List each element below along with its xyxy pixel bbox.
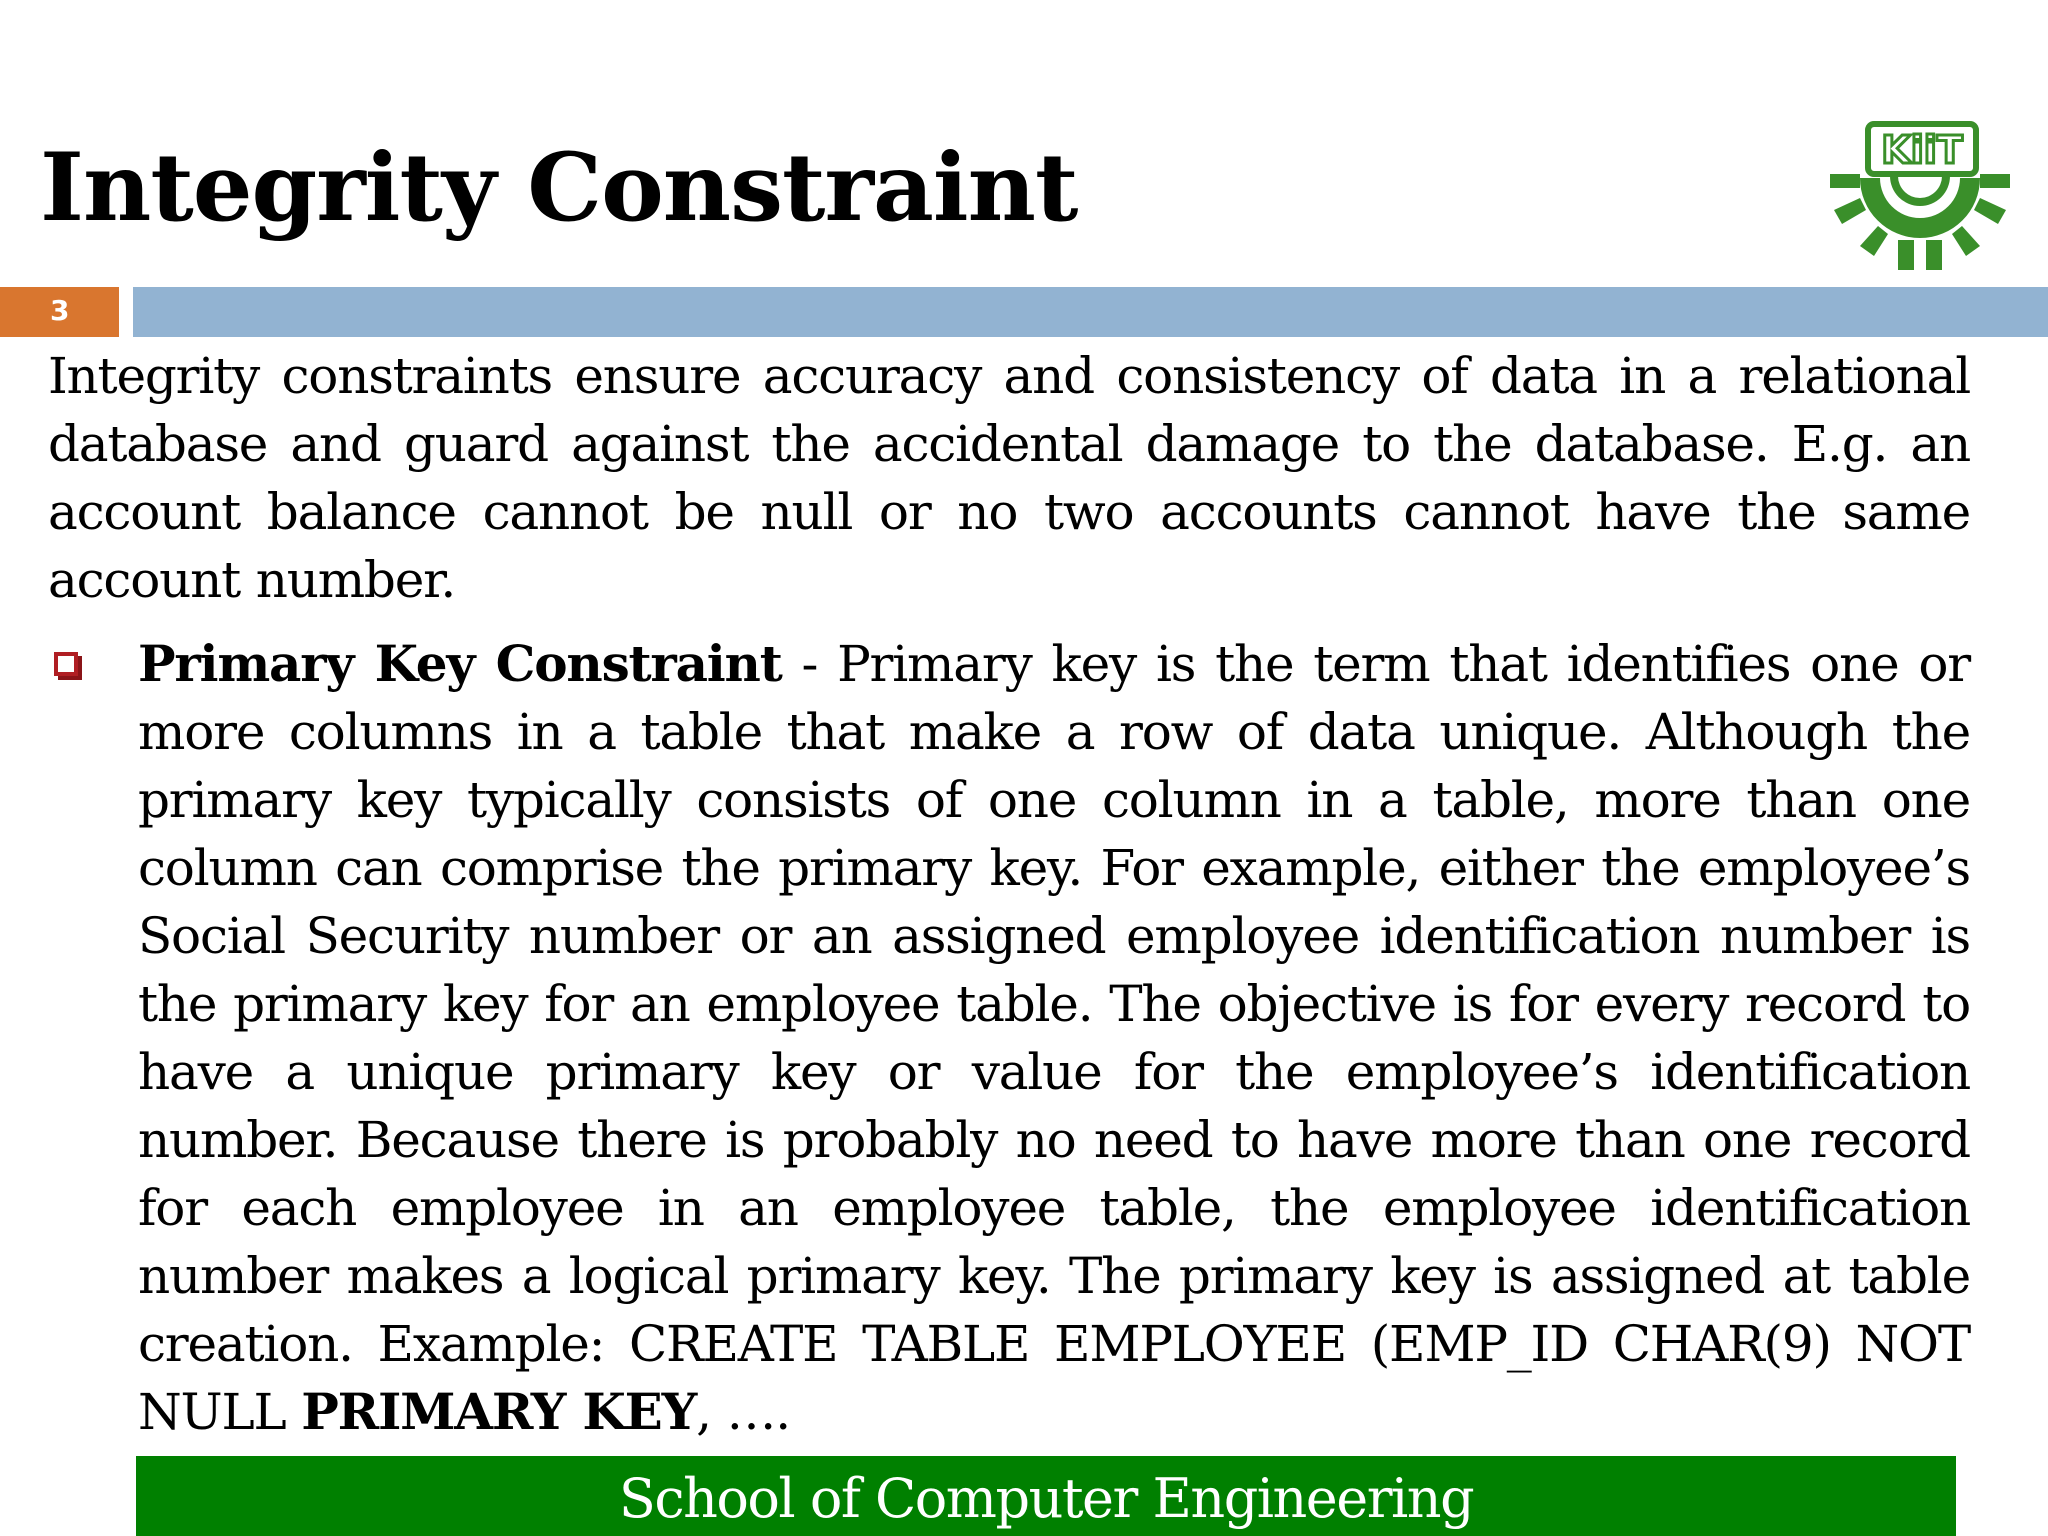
page-number: 3 xyxy=(50,294,70,327)
hollow-square-bullet-icon xyxy=(54,652,78,676)
gear-icon xyxy=(1830,174,2010,270)
bullet-tail: , …. xyxy=(696,1383,790,1441)
bullet-separator: - xyxy=(781,635,838,693)
bullet-body: Primary key is the term that identifies one or more columns in a table that make a row of data unique. Although the primary key typically consists of one column in a table, more than one column can comprise the primary key. For example, either the employee’s Social Security number or an assigned employee identification number is the primary key for an employee table. The objective is for every record to have a unique primary key or value for the employee’s identification number. Because there is probably no need to have more than one record for each employee in an employee table, the employee identification number makes a logical primary key. The primary key is assigned at table creation. Example: CREATE TABLE EMPLOYEE (EMP_ID CHAR(9) NOT NULL xyxy=(138,635,1970,1441)
footer-text: School of Computer Engineering xyxy=(618,1467,1474,1530)
bullet-emphasis: PRIMARY KEY xyxy=(301,1382,697,1441)
kiit-logo xyxy=(1820,118,2020,278)
header-bar xyxy=(133,287,2048,337)
slide-title: Integrity Constraint xyxy=(40,133,1078,243)
footer-bar xyxy=(136,1456,1956,1536)
logo-text: KiiT xyxy=(1881,128,1963,172)
bullet-heading: Primary Key Constraint xyxy=(138,634,782,693)
intro-paragraph: Integrity constraints ensure accuracy and consistency of data in a relational database and guard against the accidental damage to the database. E.g. an account balance cannot be null or no two accounts cannot have the same account number. xyxy=(48,347,1970,609)
bullet-text xyxy=(138,630,1970,1446)
